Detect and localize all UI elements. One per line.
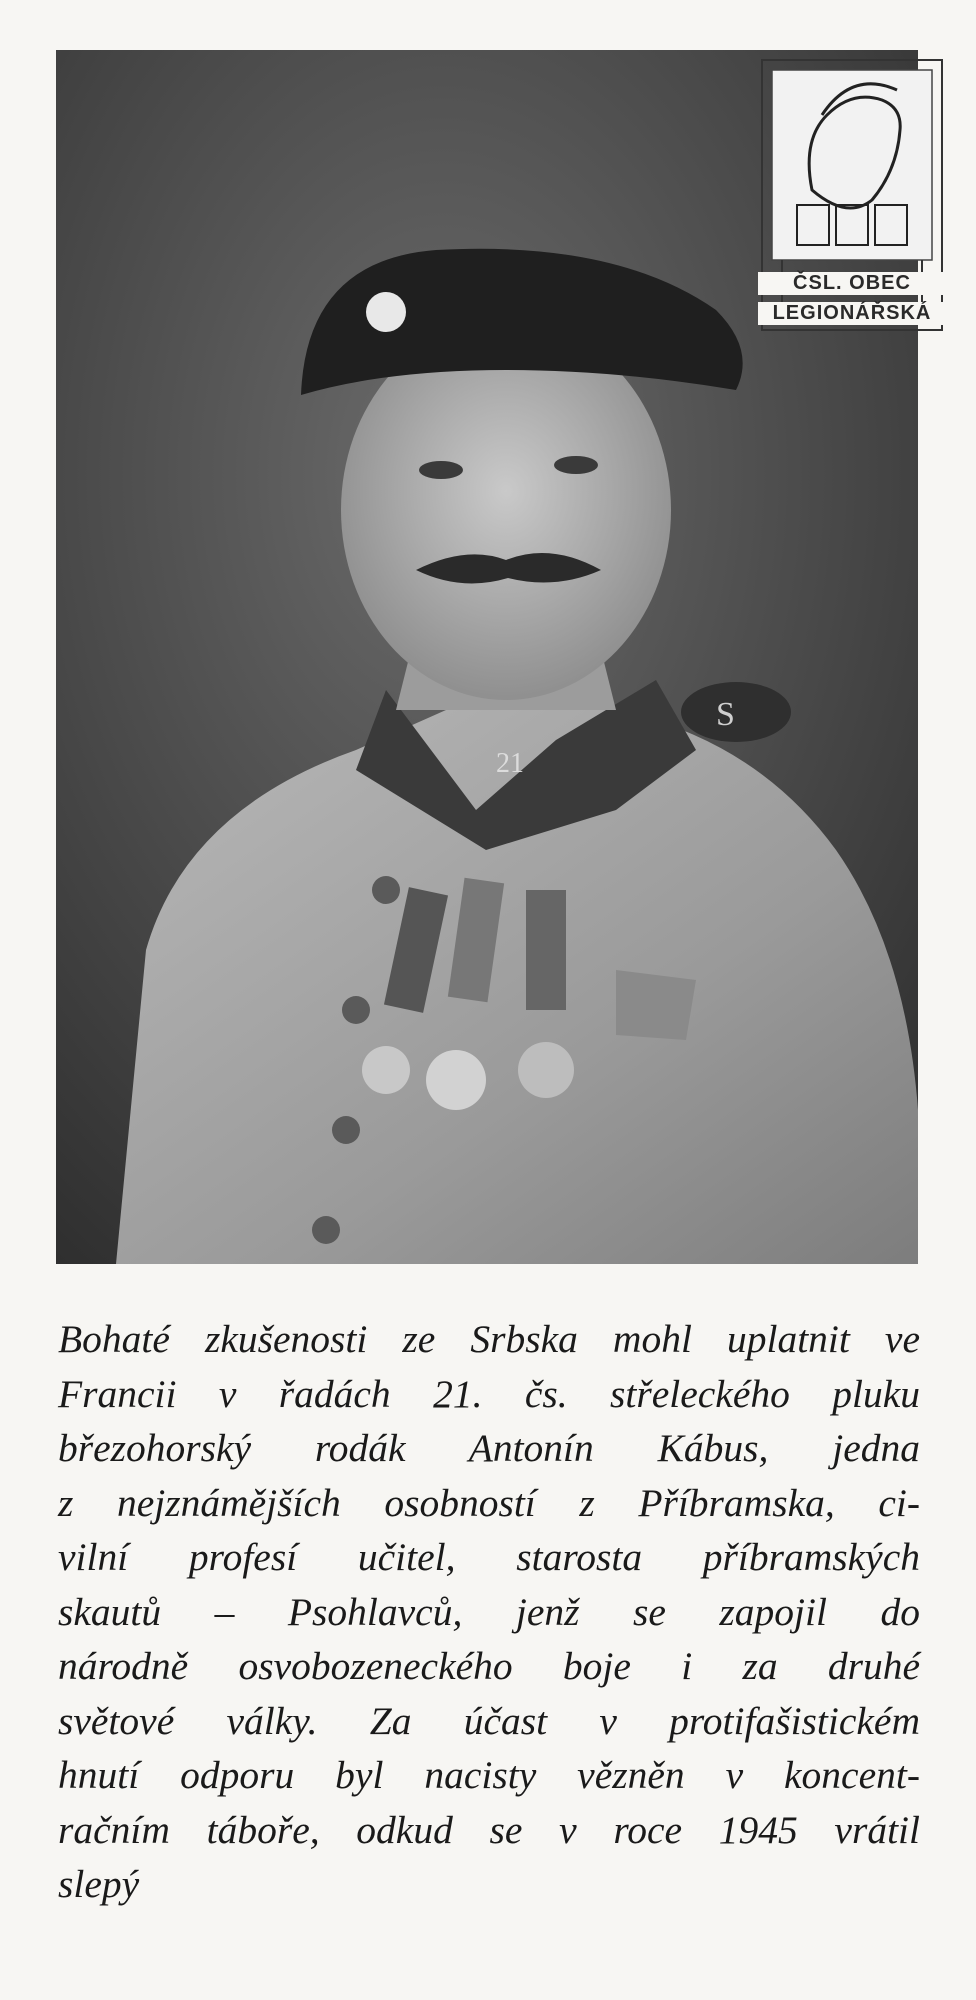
caption-line: Francii v řadách 21. čs. střeleckého pluku (58, 1371, 920, 1416)
caption-line: skautů – Psohlavců, jenž se zapojil do (58, 1589, 920, 1634)
caption-line: národně osvobozeneckého boje i za druhé (58, 1644, 920, 1688)
caption-line: z nejznámějších osobností z Příbramska, ci- (58, 1480, 920, 1525)
caption-line: Bohaté zkušenosti ze Srbska mohl uplatnit ve (58, 1317, 920, 1361)
caption-line: slepý (58, 1862, 140, 1906)
caption-line: vilní profesí učitel, starosta příbramských (58, 1535, 920, 1579)
caption-line: račním táboře, odkud se v roce 1945 vrátil (58, 1807, 920, 1852)
caption-line: hnutí odporu byl nacisty vězněn v koncent- (58, 1753, 920, 1797)
caption-line: březohorský rodák Antonín Kábus, jedna (58, 1426, 920, 1470)
caption-line: světové války. Za účast v protifašistickém (58, 1698, 920, 1743)
collar-number: 21 (496, 748, 524, 779)
emblem-text-line2: LEGIONÁŘSKÁ (758, 302, 946, 325)
legion-emblem (752, 20, 952, 338)
emblem-text-line1: ČSL. OBEC (758, 272, 946, 295)
shoulder-badge: S (716, 696, 735, 733)
photo-caption (58, 1312, 920, 1912)
